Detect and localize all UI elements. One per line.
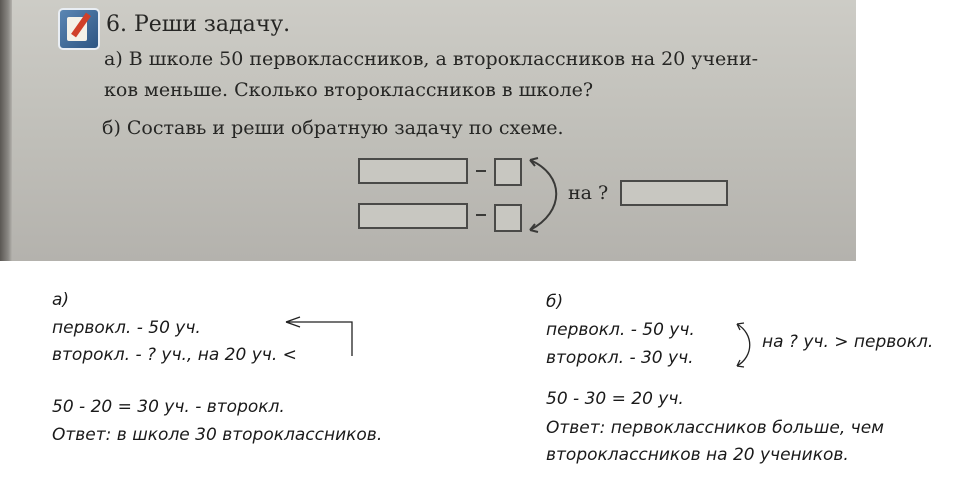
solution-b-calc: 50 - 30 = 20 уч.: [546, 389, 684, 409]
scheme-box-bottom-large: [358, 203, 468, 229]
solution-b-answer-line-2: второклассников на 20 учеников.: [546, 445, 849, 465]
textbook-photo: [0, 0, 856, 261]
scheme-box-top-large: [358, 158, 468, 184]
scheme-na-label: на ?: [568, 182, 609, 204]
solution-b-line-1: первокл. - 50 уч.: [546, 320, 695, 340]
book-spine: [0, 0, 12, 261]
solution-a-line-2: второкл. - ? уч., на 20 уч. <: [52, 345, 297, 365]
solution-b-label: б): [546, 292, 564, 312]
task-a-line-1: а) В школе 50 первоклассников, а второклассников на 20 учени-: [104, 48, 759, 70]
scheme-minus-top: [476, 170, 486, 172]
solution-b-side-note: на ? уч. > первокл.: [762, 332, 934, 352]
solution-a-label: а): [52, 290, 70, 310]
scheme-box-bottom-small: [494, 204, 522, 232]
scheme-minus-bottom: [476, 214, 486, 216]
solution-a-answer: Ответ: в школе 30 второклассников.: [52, 425, 383, 445]
solution-a-line-1: первокл. - 50 уч.: [52, 318, 201, 338]
brace-arrow-icon: [732, 320, 758, 370]
task-b: б) Составь и реши обратную задачу по схеме.: [102, 117, 564, 139]
task-a-line-2: ков меньше. Сколько второклассников в школе?: [104, 79, 594, 101]
solution-a-calc: 50 - 20 = 30 уч. - второкл.: [52, 397, 285, 417]
scheme-answer-box: [620, 180, 728, 206]
scheme-bracket-arrow: [520, 150, 570, 240]
solution-b-answer-line-1: Ответ: первоклассников больше, чем: [546, 418, 884, 438]
task-number: 6. Реши задачу.: [106, 12, 291, 37]
comparison-arrow-icon: [280, 312, 360, 360]
solution-b-line-2: второкл. - 30 уч.: [546, 348, 694, 368]
scheme-box-top-small: [494, 158, 522, 186]
notebook-pencil-icon: [58, 8, 100, 50]
